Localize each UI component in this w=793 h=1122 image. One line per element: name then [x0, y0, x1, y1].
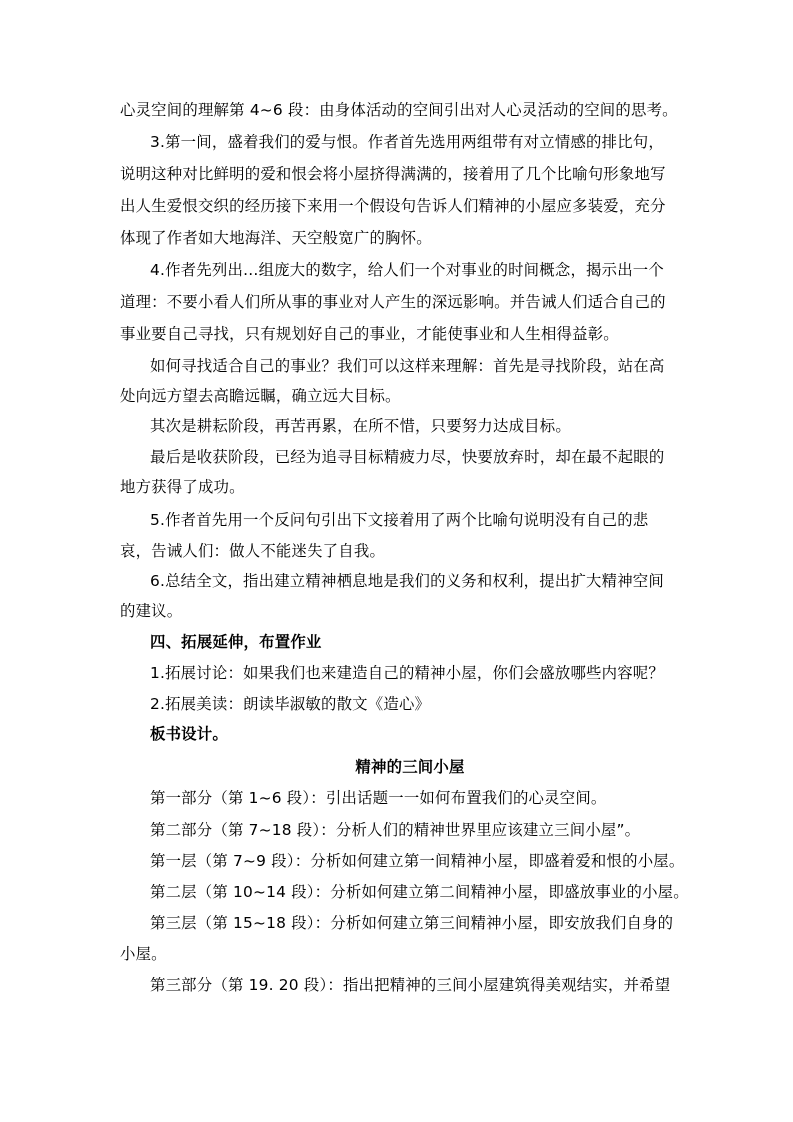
board-design-heading: 板书设计。: [150, 725, 228, 743]
paragraph-line: 2.拓展美读：朗读毕淑敏的散文《造心》: [150, 695, 431, 713]
paragraph-line: 1.拓展讨论：如果我们也来建造自己的精神小屋，你们会盛放哪些内容呢？: [150, 664, 664, 682]
outline-line: 第二层（第 10~14 段）：分析如何建立第二间精神小屋，即盛放事业的小屋。: [150, 883, 689, 901]
paragraph-line: 处向远方望去高瞻远瞩，确立远大目标。: [120, 387, 401, 405]
outline-line: 小屋。: [120, 945, 167, 963]
paragraph-line: 道理：不要小看人们所从事的事业对人产生的深远影响。并告诫人们适合自己的: [120, 293, 666, 311]
paragraph-line: 3.第一间，盛着我们的爱与恨。作者首先选用两组带有对立情感的排比句，: [150, 133, 664, 151]
paragraph-line: 出人生爱恨交织的经历接下来用一个假设句告诉人们精神的小屋应多装爱，充分: [120, 197, 666, 215]
paragraph-line: 心灵空间的理解第 4~6 段：由身体活动的空间引出对人心灵活动的空间的思考。: [120, 101, 678, 119]
outline-line: 第一部分（第 1~6 段）：引出话题一一如何布置我们的心灵空间。: [150, 789, 607, 807]
paragraph-line: 的建议。: [120, 602, 183, 620]
outline-line: 第二部分（第 7~18 段）：分析人们的精神世界里应该建立三间小屋”。: [150, 821, 641, 839]
paragraph-line: 体现了作者如大地海洋、天空般宽广的胸怀。: [120, 229, 432, 247]
paragraph-line: 如何寻找适合自己的事业？我们可以这样来理解：首先是寻找阶段，站在高: [150, 357, 665, 375]
paragraph-line: 地方获得了成功。: [120, 478, 245, 496]
paragraph-line: 事业要自己寻找，只有规划好自己的事业，才能使事业和人生相得益彰。: [120, 325, 619, 343]
section-heading: 四、拓展延伸，布置作业: [150, 633, 322, 651]
outline-line: 第三部分（第 19. 20 段）：指出把精神的三间小屋建筑得美观结实，并希望: [150, 976, 671, 994]
paragraph-line: 最后是收获阶段，已经为追寻目标精疲力尽，快要放弃时，却在最不起眼的: [150, 448, 665, 466]
paragraph-line: 4.作者先列出…组庞大的数字，给人们一个对事业的时间概念，揭示出一个: [150, 261, 664, 279]
paragraph-line: 5.作者首先用一个反问句引出下文接着用了两个比喻句说明没有自己的悲: [150, 511, 649, 529]
board-title: 精神的三间小屋: [355, 758, 465, 776]
outline-line: 第三层（第 15~18 段）：分析如何建立第三间精神小屋，即安放我们自身的: [150, 914, 674, 932]
paragraph-line: 6.总结全文，指出建立精神栖息地是我们的义务和权利，提出扩大精神空间: [150, 572, 664, 590]
paragraph-line: 其次是耕耘阶段，再苦再累，在所不惜，只要努力达成目标。: [150, 417, 571, 435]
paragraph-line: 说明这种对比鲜明的爱和恨会将小屋挤得满满的，接着用了几个比喻句形象地写: [120, 165, 666, 183]
paragraph-line: 哀，告诫人们：做人不能迷失了自我。: [120, 542, 386, 560]
outline-line: 第一层（第 7~9 段）：分析如何建立第一间精神小屋，即盛着爱和恨的小屋。: [150, 852, 685, 870]
